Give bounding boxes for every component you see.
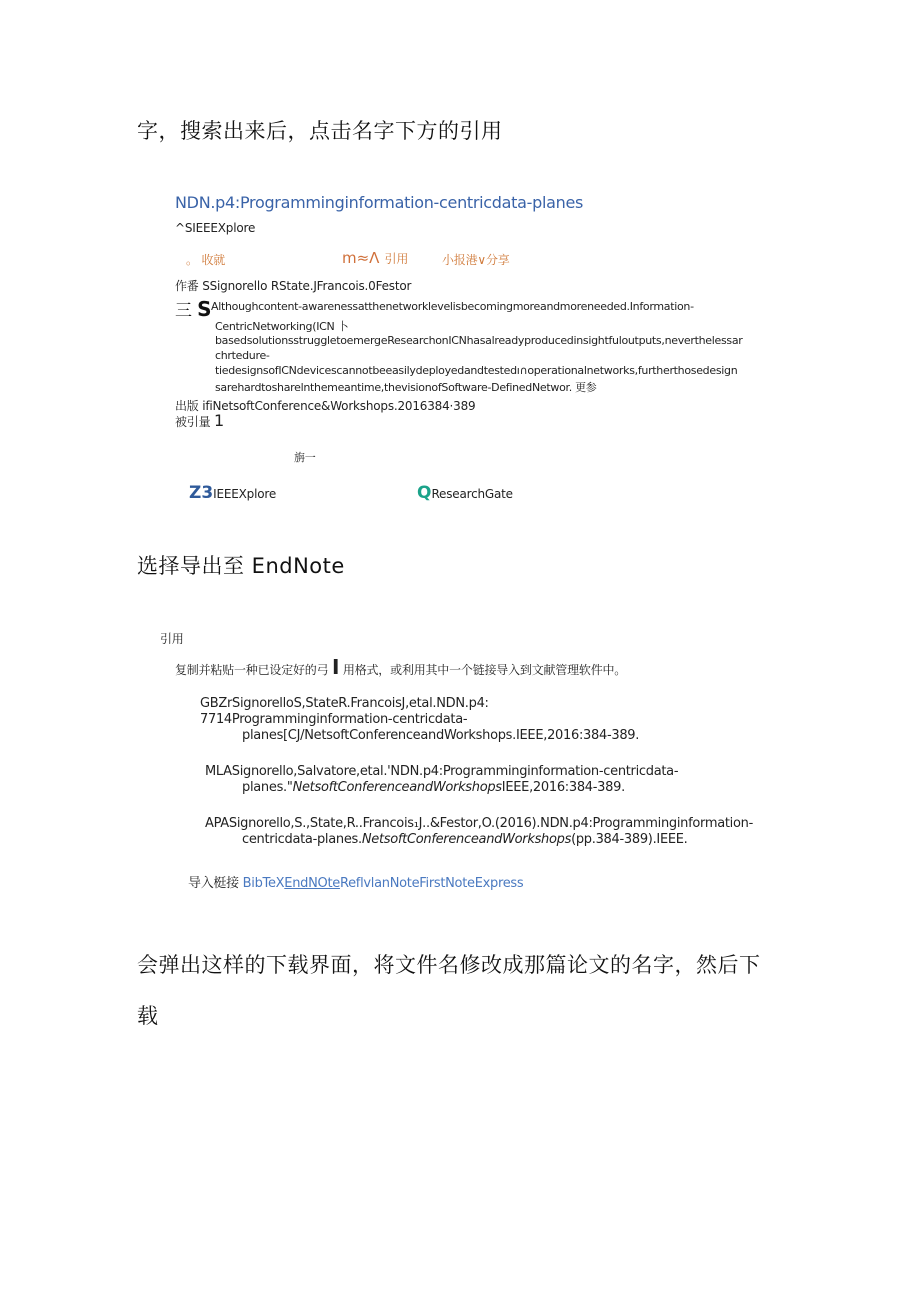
mla-text: IEEE,2016:384-389. [501,780,625,795]
researchgate-link[interactable] [417,483,513,503]
citation-gb-line[interactable]: planes[CJ/NetsoftConferenceandWorkshops.IEEE,2016:384-389. [242,728,640,743]
abstract-line: basedsolutionsstruggletoemergeResearchonICNhasalreadyproducedinsightfuloutputs,neverthelessar [215,334,743,347]
collect-prefix: 。 [186,253,198,267]
import-label: 导入梃接 [188,876,239,891]
cite-label: 引用 [384,252,409,266]
ieee-link-label: IEEEXplore [213,487,277,501]
instruction-text-1: 字，搜索出来后，点击名字下方的引用 [137,119,503,143]
citation-gb-line[interactable]: GBZrSignorelloS,StateR.FrancoisJ,etal.NDN.p4: [200,696,489,711]
abstract-line: tiedesignsofICNdevicescannotbeeasilydeployedandtestedı∩operationalnetworks,furtherthosedesign [215,364,738,377]
instruction-text-2: 选择导出至 EndNote [137,554,345,578]
cite-desc-after: 用格式，或利用其中一个链接导入到文献管理软件中。 [342,663,627,677]
abstract-mark: S [197,297,212,321]
apa-text: centricdata-planes. [242,832,362,847]
collect-label: 收就 [201,253,226,267]
researchgate-link-label: ResearchGate [431,487,513,501]
abstract-line: Althoughcontent-awarenessatthenetworklevelisbecomingmoreandmoreneeded.Information- [211,300,694,313]
instruction-text-3: 会弹出这样的下载界面，将文件名修改成那篇论文的名字，然后下 [137,953,761,977]
apa-venue: NetsoftConferenceandWorkshops [361,832,572,847]
import-links-row [188,872,523,891]
abstract-line: CentricNetworking(ICN 卜 [215,320,349,333]
mla-venue: NetsoftConferenceandWorkshops [292,780,502,795]
result-source: ^SIEEEXplore [175,221,256,235]
cite-panel-description [175,655,626,679]
result-authors: 作番 SSignorello RState.JFrancois.0Festor [175,279,412,293]
list-icon: 三 [175,301,192,321]
cite-desc-bar: I [332,655,340,679]
result-title-link[interactable]: NDN.p4:Programminginformation-centricdata-planes [175,193,584,212]
mla-text: planes." [242,780,293,795]
cite-desc-before: 复制并粘贴一种已设定好的弓 [175,663,329,677]
citation-gb-line[interactable]: 7714Programminginformation-centricdata- [200,712,468,727]
cited-label: 被引量 [175,415,211,429]
cite-icon: m≈Λ [342,249,380,267]
citation-mla-line[interactable]: MLASignorello,Salvatore,etal.'NDN.p4:Programminginformation-centricdata- [205,764,679,779]
collect-button[interactable] [186,251,225,268]
ieee-logo-icon: Z3 [189,483,214,503]
cite-button[interactable] [342,248,408,267]
import-other-links[interactable]: ReflvlanNoteFirstNoteExpress [339,876,524,891]
import-endnote-link[interactable]: EndNOte [284,876,340,891]
cited-number: 1 [214,411,225,430]
citation-apa-line[interactable] [242,832,688,847]
misc-text: 旃一 [294,451,316,464]
import-bibtex-link[interactable]: BibTeX [242,876,285,891]
instruction-text-3-cont: 载 [137,1004,159,1028]
cited-count [175,411,224,430]
share-button[interactable]: 小报港∨分享 [442,253,510,267]
cite-panel-heading: 引用 [160,632,184,646]
ieee-link[interactable] [189,483,276,503]
abstract-line: chrtedure- [215,349,270,362]
citation-apa-line[interactable]: APASignorello,S.,State,R..Francois₁J..&Festor,O.(2016).NDN.p4:Programminginformation- [205,816,753,831]
researchgate-logo-icon: Q [417,483,432,503]
apa-text: (pp.384-389).IEEE. [571,832,688,847]
abstract-line: sarehardtosharelnthemeantime,thevisionofSoftware-DefinedNetwor. 更参 [215,381,597,394]
abstract-icon-row [175,296,212,321]
citation-mla-line[interactable] [242,780,625,795]
published-info: 出版 ifiNetsoftConference&Workshops.2016384·389 [175,399,476,413]
